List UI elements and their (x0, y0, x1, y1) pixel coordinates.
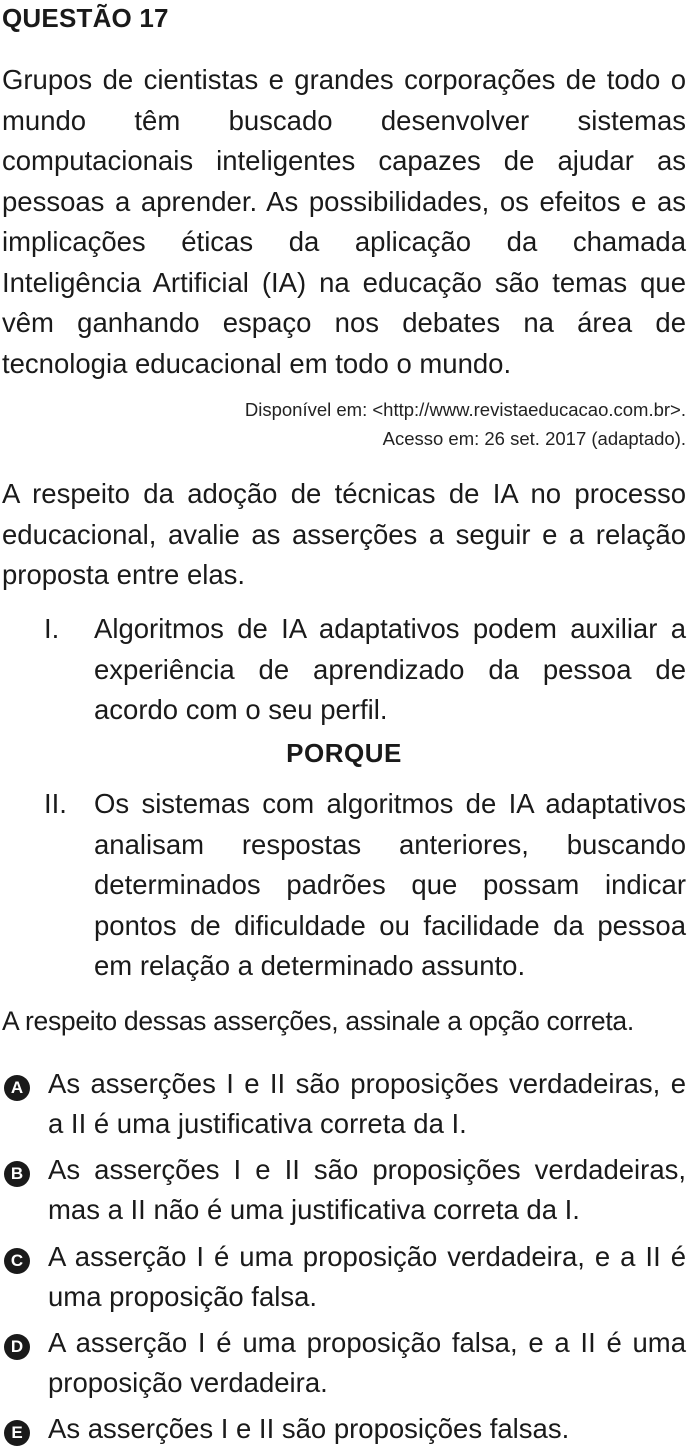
assertion-1-text: Algoritmos de IA adaptativos podem auxiliar a experiência de aprendizado da pessoa de acordo com o seu perfil. (94, 613, 686, 725)
option-c-badge[interactable]: C (4, 1248, 30, 1274)
option-d-badge[interactable]: D (4, 1334, 30, 1360)
intro-paragraph: Grupos de cientistas e grandes corporações de todo o mundo têm buscado desenvolver sistemas computacionais inteligentes capazes de ajudar as pessoas a aprender. As possibilidades, os efeitos e as implicações éticas da aplicação da chamada Inteligência Artificial (IA) na educação são temas que vêm ganhando espaço nos debates na área de tecnologia educacional em todo o mundo. (2, 64, 686, 379)
source-citation (245, 395, 686, 453)
assertion-1-number: I. (44, 613, 60, 644)
option-e-text: As asserções I e II são proposições falsas. (48, 1413, 570, 1444)
option-b-badge[interactable]: B (4, 1161, 30, 1187)
option-e-badge[interactable]: E (4, 1420, 30, 1446)
question-title: QUESTÃO 17 (2, 3, 169, 33)
option-c-text: A asserção I é uma proposição verdadeira, e a II é uma proposição falsa. (48, 1241, 686, 1312)
source-line-1: Disponível em: <http://www.revistaeducacao.com.br>. (244, 399, 686, 420)
assertion-2-text: Os sistemas com algoritmos de IA adaptativos analisam respostas anteriores, buscando determinados padrões que possam indicar pontos de dificuldade ou facilidade da pessoa em relação a determinado assunto. (94, 788, 686, 981)
source-line-2: Acesso em: 26 set. 2017 (adaptado). (382, 428, 686, 449)
option-d-text: A asserção I é uma proposição falsa, e a II é uma proposição verdadeira. (48, 1327, 686, 1398)
option-a-badge[interactable]: A (4, 1075, 30, 1101)
option-a-text: As asserções I e II são proposições verdadeiras, e a II é uma justificativa correta da I. (48, 1068, 686, 1139)
prompt-paragraph: A respeito da adoção de técnicas de IA no processo educacional, avalie as asserções a seguir e a relação proposta entre elas. (2, 478, 686, 590)
connector-porque: PORQUE (286, 738, 402, 768)
instruction-paragraph: A respeito dessas asserções, assinale a opção correta. (2, 1006, 634, 1036)
option-b-text: As asserções I e II são proposições verdadeiras, mas a II não é uma justificativa correta da I. (48, 1154, 686, 1225)
assertion-2-number: II. (44, 788, 67, 819)
